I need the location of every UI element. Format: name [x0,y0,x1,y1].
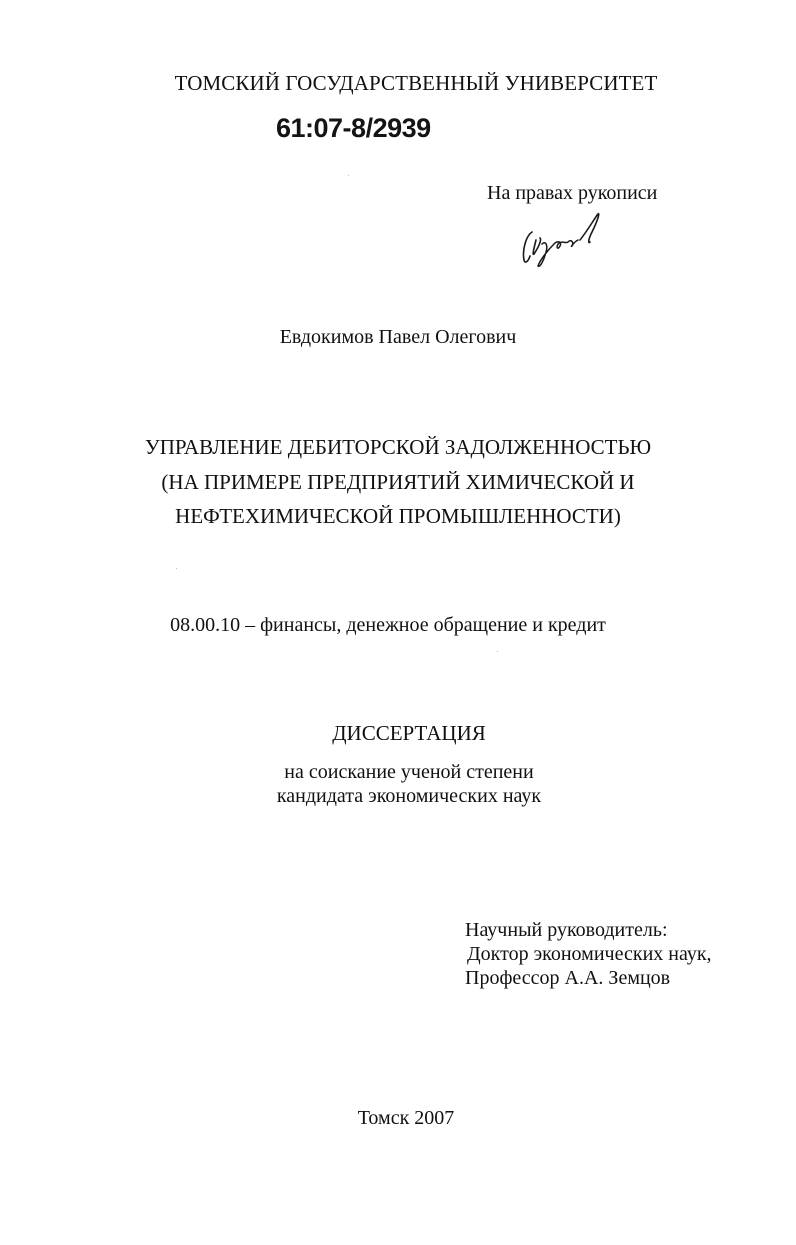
supervisor-degree: Доктор экономических наук, [467,943,712,965]
author-name: Евдокимов Павел Олегович [279,326,517,348]
university-name: ТОМСКИЙ ГОСУДАРСТВЕННЫЙ УНИВЕРСИТЕТ [174,71,658,95]
title-line: (НА ПРИМЕРЕ ПРЕДПРИЯТИЙ ХИМИЧЕСКОЙ И [161,469,635,494]
dissertation-title [0,430,796,534]
signature-icon [518,210,608,270]
title-line: НЕФТЕХИМИЧЕСКОЙ ПРОМЫШЛЕННОСТИ) [175,504,621,528]
supervisor-name: Профессор А.А. Земцов [465,967,671,989]
scan-speck [176,568,177,569]
supervisor-label: Научный руководитель: [465,919,668,941]
specialty-code: 08.00.10 – финансы, денежное обращение и кредит [170,614,606,636]
degree-sought [0,760,796,808]
supervisor-block [465,918,712,990]
degree-line: кандидата экономических наук [276,785,542,807]
degree-line: на соискание ученой степени [284,761,534,783]
place-year: Томск 2007 [357,1107,455,1129]
catalog-code: 61:07-8/2939 [276,113,431,143]
document-type: ДИССЕРТАЦИЯ [332,721,486,745]
scan-speck [497,651,498,652]
title-line: УПРАВЛЕНИЕ ДЕБИТОРСКОЙ ЗАДОЛЖЕННОСТЬЮ [144,435,652,459]
rights-note: На правах рукописи [487,182,658,204]
scan-speck [348,175,349,176]
